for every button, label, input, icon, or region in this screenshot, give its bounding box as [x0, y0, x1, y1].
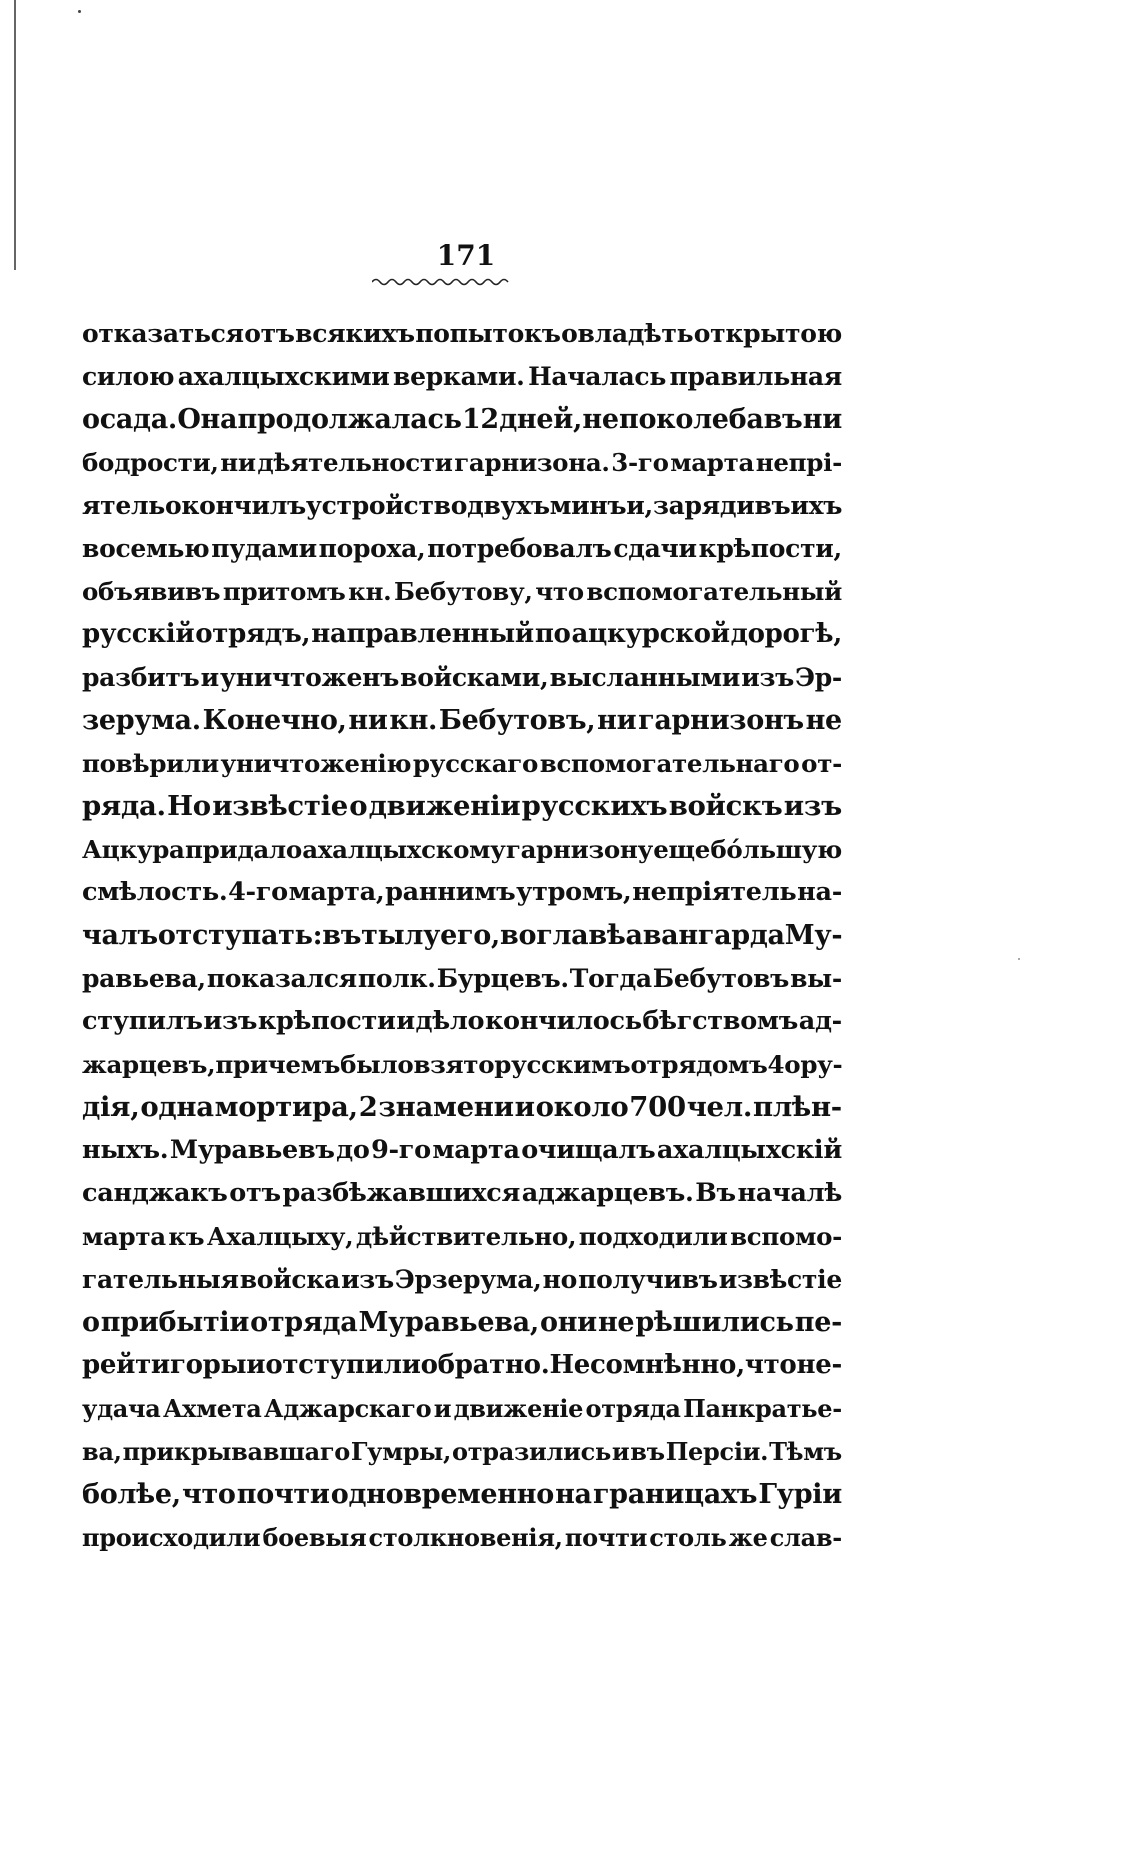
text-line: бодрости, ни дѣятельности гарнизона. 3-го марта непрі-	[82, 448, 842, 477]
text-line: отказаться отъ всякихъ попытокъ овладѣть открытою	[82, 319, 842, 348]
text-line: восемью пудами пороха, потребовалъ сдачи крѣпости,	[82, 534, 842, 563]
body-text	[82, 312, 842, 1559]
scan-speck	[1018, 958, 1020, 960]
text-line: жарцевъ, причемъ было взято русскимъ отрядомъ 4 ору-	[82, 1050, 843, 1079]
scan-speck	[78, 10, 81, 13]
text-line: марта къ Ахалцыху, дѣйствительно, подходили вспомо-	[82, 1222, 842, 1251]
text-line: ныхъ. Муравьевъ до 9-го марта очищалъ ахалцыхскій	[82, 1135, 842, 1165]
text-line: разбитъ и уничтоженъ войсками, высланными изъ Эр-	[82, 663, 842, 692]
text-line: дія, одна мортира, 2 знамени и около 700 чел. плѣн-	[82, 1091, 842, 1123]
text-line: русскій отрядъ, направленный по ацкурской дорогѣ,	[82, 619, 842, 649]
wavy-ornament	[372, 276, 512, 288]
text-line: рейти горы и отступили обратно. Несомнѣнно, что не-	[82, 1350, 842, 1380]
text-line: осада. Она продолжалась 12 дней, не поколебавъ ни	[82, 404, 842, 435]
text-line: болѣе, что почти одновременно на границахъ Гуріи	[82, 1479, 842, 1510]
text-line: о прибытіи отряда Муравьева, они не рѣшились пе-	[82, 1307, 842, 1338]
page-edge-rule	[14, 0, 16, 270]
text-line: происходили боевыя столкновенія, почти столь же слав-	[82, 1523, 842, 1552]
text-line: повѣрили уничтоженію русскаго вспомогательнаго от-	[82, 749, 842, 778]
text-line: ятель окончилъ устройство двухъ минъ и, зарядивъ ихъ	[82, 491, 843, 520]
text-line: зерума. Конечно, ни кн. Бебутовъ, ни гарнизонъ не	[82, 705, 842, 736]
text-line: санджакъ отъ разбѣжавшихся аджарцевъ. Въ началѣ	[82, 1178, 842, 1208]
text-line: гательныя войска изъ Эрзерума, но получивъ извѣстіе	[82, 1265, 842, 1294]
text-line: равьева, показался полк. Бурцевъ. Тогда Бебутовъ вы-	[82, 964, 842, 993]
text-line: удача Ахмета Аджарскаго и движеніе отряда Панкратье-	[82, 1394, 842, 1423]
text-line: объявивъ притомъ кн. Бебутову, что вспомогательный	[82, 577, 842, 606]
text-line: силою ахалцыхскими верками. Началась правильная	[82, 362, 842, 391]
text-line: ряда. Но извѣстіе о движеніи русскихъ войскъ изъ	[82, 790, 842, 822]
text-line: ва, прикрывавшаго Гумры, отразились и въ Персіи. Тѣмъ	[82, 1437, 842, 1466]
page-number: 171	[436, 239, 496, 272]
text-line: смѣлость. 4-го марта, раннимъ утромъ, непріятель на-	[82, 877, 842, 907]
text-line: ступилъ изъ крѣпости и дѣло кончилось бѣгствомъ ад-	[82, 1006, 842, 1036]
text-line: чалъ отступать: въ тылу его, во главѣ авангарда Му-	[82, 920, 843, 951]
text-line: Ацкура придало ахалцыхскому гарнизону еще бо́льшую	[82, 835, 842, 864]
